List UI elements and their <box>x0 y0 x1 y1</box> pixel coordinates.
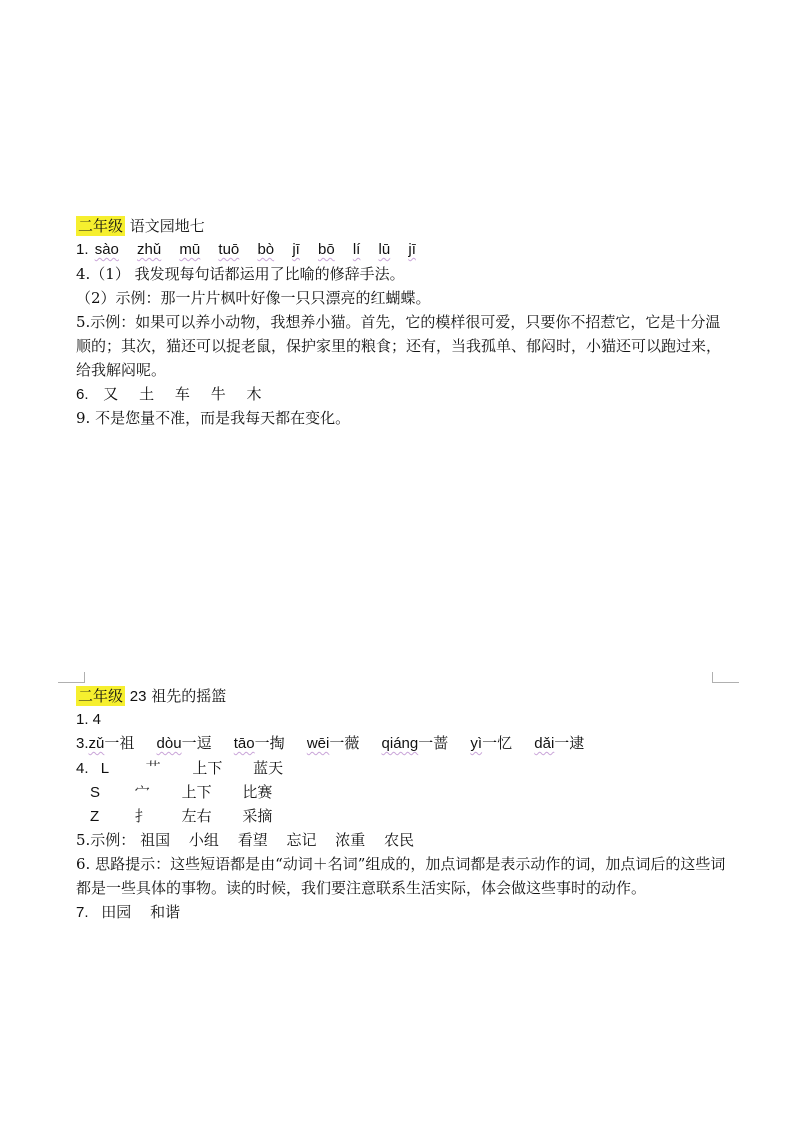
pinyin-item: jī <box>408 241 416 258</box>
section-title: 祖先的摇篮 <box>151 687 227 705</box>
word-item: 祖国 <box>140 831 171 849</box>
pinyin-character: 一掏 <box>254 735 285 752</box>
question-label: 1. <box>76 241 89 258</box>
pinyin-item: qiáng <box>381 735 419 752</box>
pinyin-character: 一忆 <box>482 735 513 752</box>
pinyin-item: mū <box>179 241 201 258</box>
pinyin-initial: S <box>90 784 101 801</box>
word-item: 左右 <box>181 807 212 825</box>
question-4-row <box>76 756 726 780</box>
question-label: 3. <box>76 735 89 752</box>
pinyin-pair <box>382 732 449 756</box>
word-item: 浓重 <box>335 831 366 849</box>
character-item: 木 <box>246 385 262 403</box>
pinyin-initial: L <box>100 760 110 777</box>
question-6-characters <box>76 382 726 406</box>
question-4-row <box>76 804 726 828</box>
question-1-answer: 1. 4 <box>76 711 102 728</box>
section-heading <box>76 684 726 708</box>
word-item: 小组 <box>188 831 219 849</box>
grade-highlight: 二年级 <box>78 687 124 705</box>
radical: 宀 <box>134 783 150 801</box>
question-label: 4. <box>76 760 89 777</box>
pinyin-item: zhǔ <box>137 241 162 258</box>
question-6-answer: 6. 思路提示：这些短语都是由“动词＋名词”组成的，加点词都是表示动作的词，加点词后的这些词都是一些具体的事物。读的时候，我们要注意联系生活实际，体会做这些事时的动作。 <box>76 855 726 897</box>
pinyin-item: yì <box>470 735 483 752</box>
question-label: 7. <box>76 904 89 921</box>
lesson-number: 23 <box>129 688 147 705</box>
pinyin-item: tāo <box>233 735 255 752</box>
pinyin-item: lū <box>378 241 391 258</box>
pinyin-item: wēi <box>306 735 330 752</box>
word-item: 看望 <box>237 831 268 849</box>
pinyin-initial: Z <box>90 808 100 825</box>
question-7-words <box>76 900 726 924</box>
word-item: 和谐 <box>150 903 181 921</box>
page-corner-mark-right <box>712 672 739 683</box>
pinyin-character: 一祖 <box>104 735 135 752</box>
pinyin-item: dǎi <box>534 735 555 752</box>
character-item: 又 <box>103 385 119 403</box>
pinyin-pair <box>534 732 584 756</box>
word-item: 蓝天 <box>253 759 284 777</box>
word-item: 上下 <box>181 783 212 801</box>
question-1-pinyin <box>76 238 726 262</box>
pinyin-item: jī <box>292 241 300 258</box>
grade-highlight: 二年级 <box>78 217 124 235</box>
word-item: 比赛 <box>242 783 273 801</box>
pinyin-character: 一薇 <box>329 735 360 752</box>
question-label: 6. <box>76 386 89 403</box>
pinyin-item: zǔ <box>88 735 105 752</box>
pinyin-pair <box>470 732 512 756</box>
radical: 艹 <box>145 759 161 777</box>
page-corner-mark-left <box>58 672 85 683</box>
question-label: 5.示例： <box>76 831 136 849</box>
pinyin-item: bò <box>257 241 275 258</box>
pinyin-character: 一逮 <box>554 735 585 752</box>
pinyin-pair <box>307 732 360 756</box>
word-item: 忘记 <box>286 831 317 849</box>
pinyin-pair <box>234 732 285 756</box>
question-4-row <box>76 780 726 804</box>
pinyin-item: sào <box>94 241 119 258</box>
word-item: 农民 <box>384 831 415 849</box>
word-item: 田园 <box>101 903 132 921</box>
character-item: 土 <box>139 385 155 403</box>
section-yuwen-yuandi-7 <box>76 214 726 430</box>
question-3-pinyin <box>76 732 726 756</box>
pinyin-item: lí <box>352 241 361 258</box>
word-item: 上下 <box>192 759 223 777</box>
section-heading <box>76 214 726 238</box>
character-item: 牛 <box>210 385 226 403</box>
pinyin-pair <box>157 732 212 756</box>
question-4-part-2: （2）示例：那一片片枫叶好像一只只漂亮的红蝴蝶。 <box>76 289 431 307</box>
pinyin-character: 一逗 <box>181 735 212 752</box>
section-lesson-23 <box>76 684 726 924</box>
section-title: 语文园地七 <box>129 217 205 235</box>
pinyin-item: tuō <box>218 241 240 258</box>
pinyin-item: bō <box>317 241 335 258</box>
word-item: 采摘 <box>242 807 273 825</box>
question-4-part-1: 4.（1） 我发现每句话都运用了比喻的修辞手法。 <box>76 265 405 283</box>
pinyin-character: 一蔷 <box>418 735 449 752</box>
radical: 扌 <box>134 807 150 825</box>
question-5-words <box>76 828 726 852</box>
question-9-answer: 9. 不是您量不准，而是我每天都在变化。 <box>76 409 351 427</box>
pinyin-item: dòu <box>156 735 182 752</box>
pinyin-pair <box>89 732 135 756</box>
question-5-answer: 5.示例：如果可以养小动物，我想养小猫。首先，它的模样很可爱，只要你不招惹它，它是十分温顺的；其次，猫还可以捉老鼠，保护家里的粮食；还有，当我孤单、郁闷时，小猫还可以跑过来，给我解闷呢。 <box>76 313 722 379</box>
character-item: 车 <box>174 385 190 403</box>
